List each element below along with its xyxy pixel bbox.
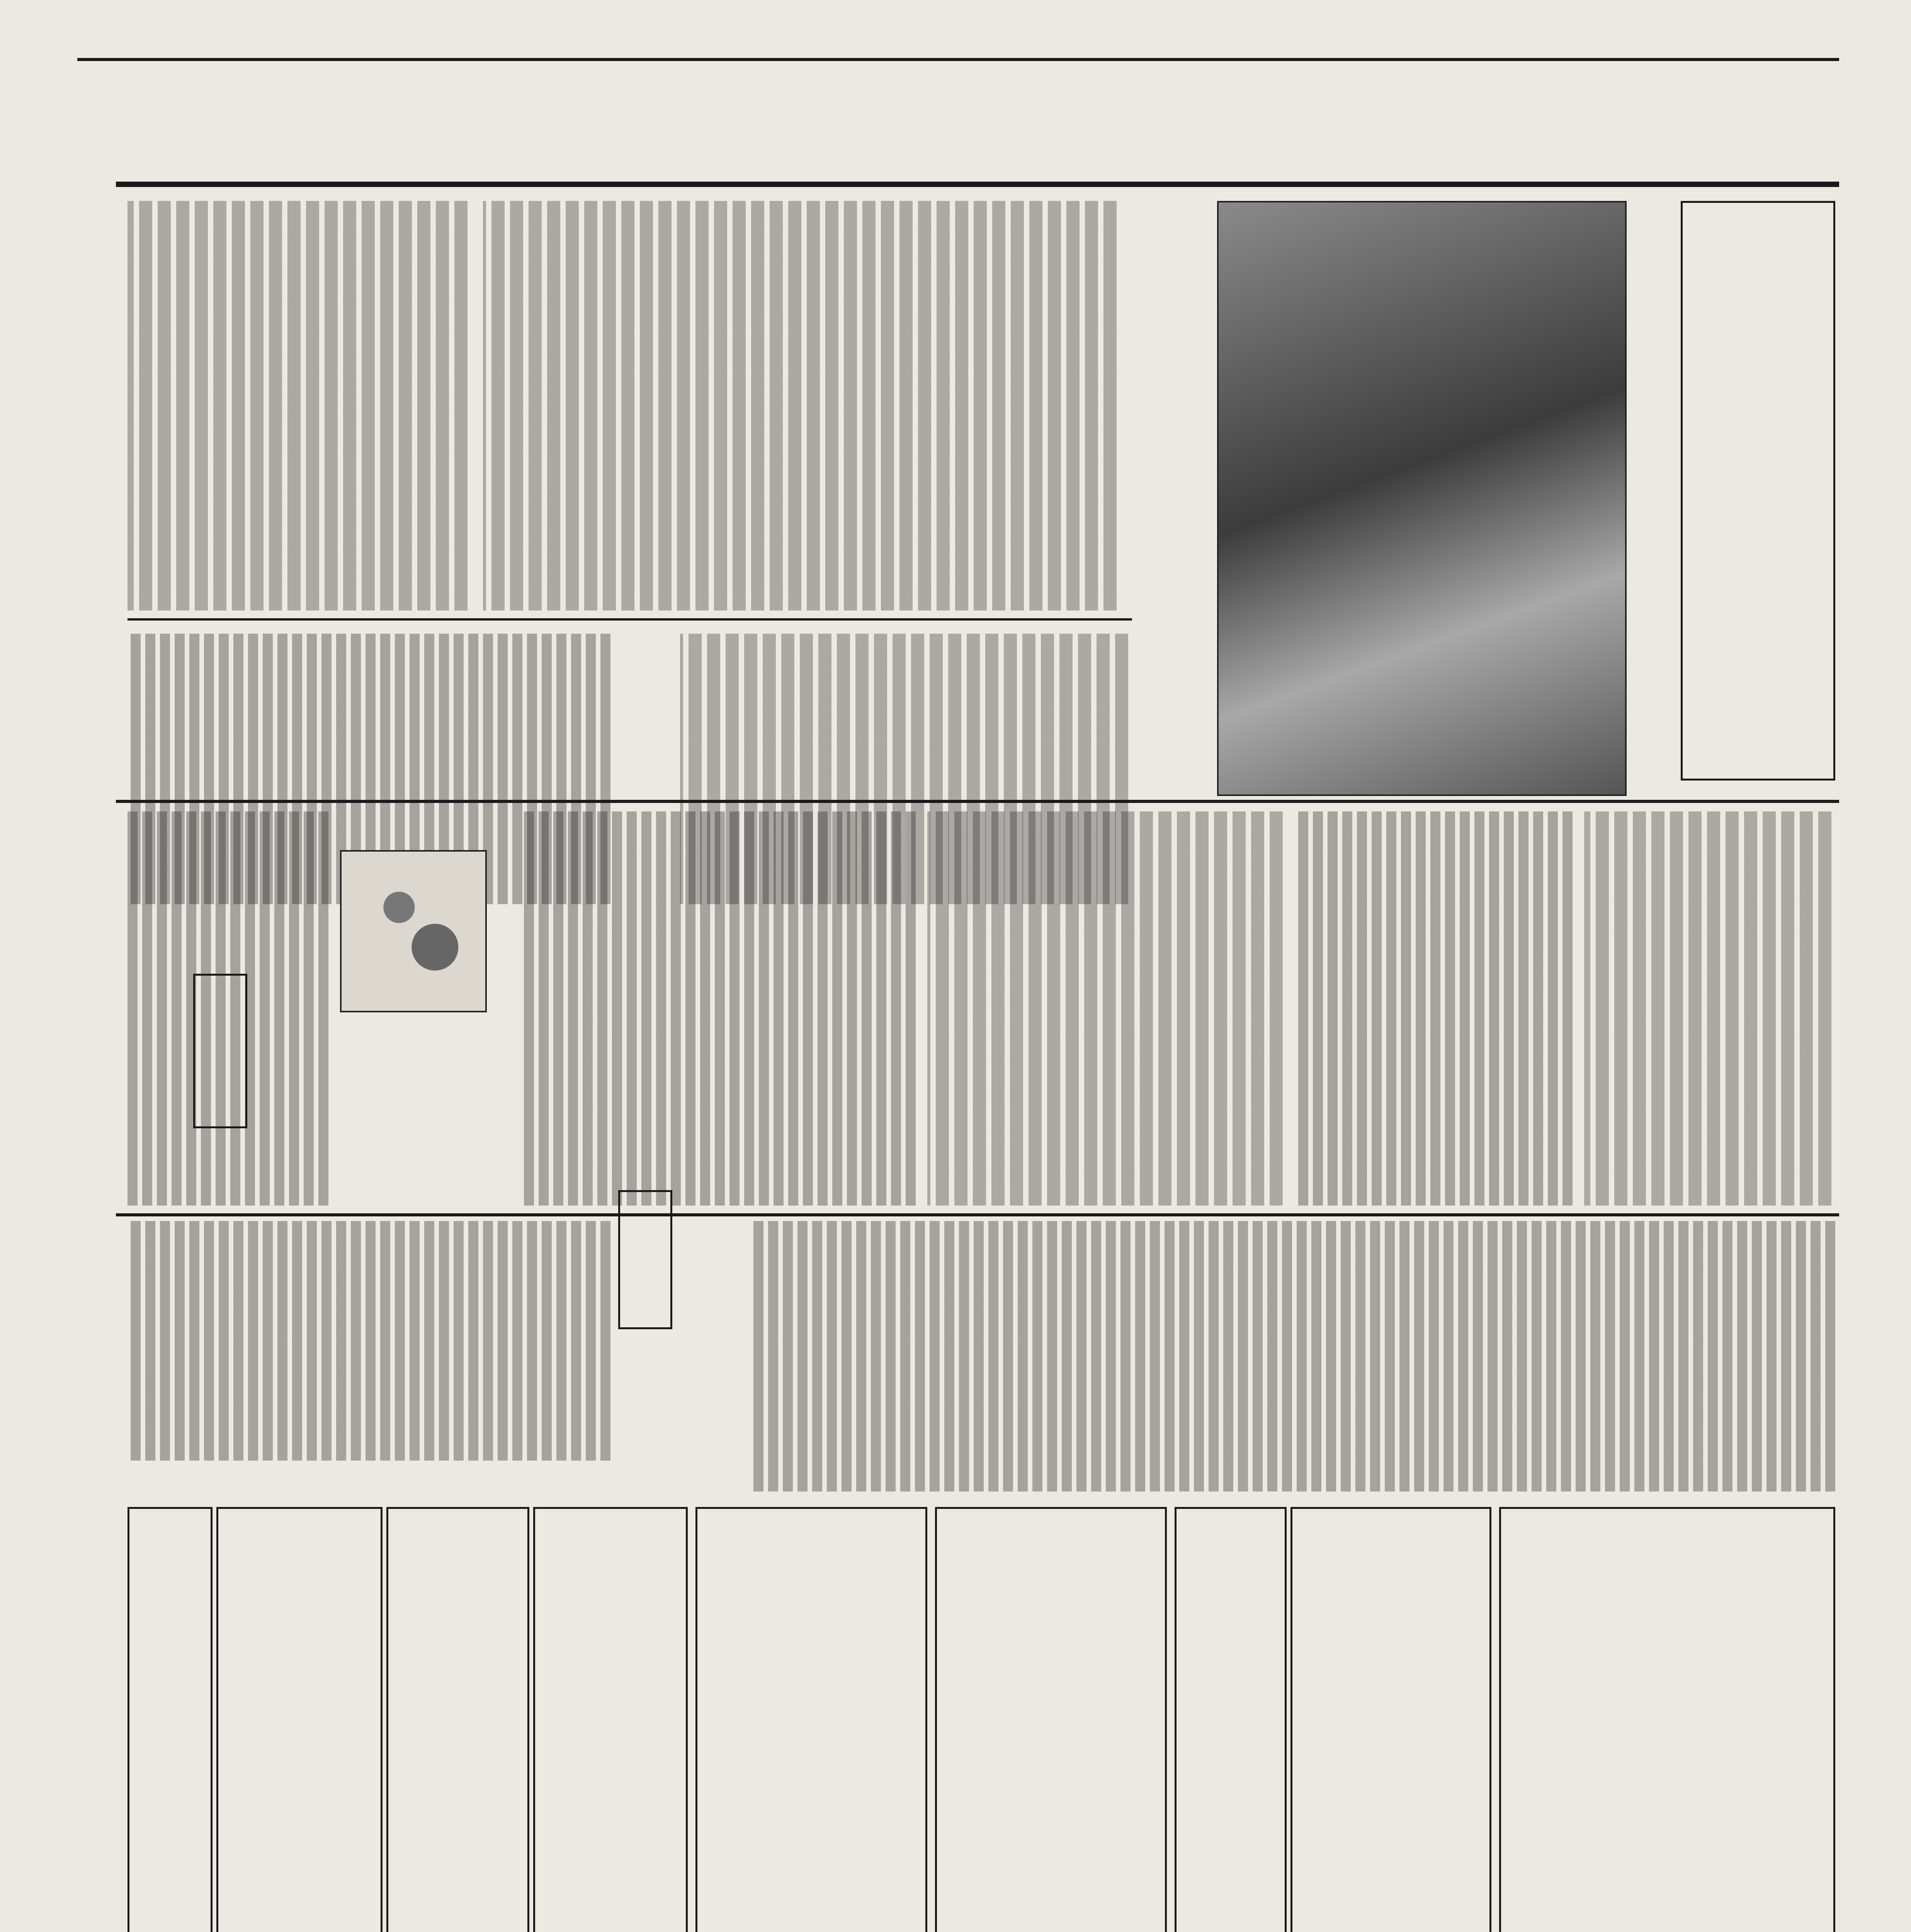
supplement-logo [1692,216,1824,757]
mid-rule-1 [128,618,1132,621]
ad-top-right [1499,1507,1835,1932]
ad-business [216,1507,383,1932]
header-bottom-rule [116,182,1839,187]
essay-block-2 [128,201,468,611]
header-top-rule [77,58,1839,61]
section-rule-lower [116,1213,1839,1216]
essay-block-1 [483,201,1117,611]
cartoon-illustration [340,850,487,1012]
mid-col-4 [522,811,916,1206]
ad-interior [1175,1507,1287,1932]
mid-col-3 [927,811,1283,1206]
ad-notice [1290,1507,1491,1932]
mid-col-2 [1294,811,1573,1206]
lower-band-1 [753,1221,1835,1492]
ad-wang [695,1507,927,1932]
section-rule-middle [116,800,1839,803]
monument-photo [1217,201,1627,796]
mid-col-1 [1584,811,1831,1206]
ad-peace [533,1507,688,1932]
kang-title [193,974,247,1128]
ad-subscription [128,1507,213,1932]
lower-band-2 [128,1221,610,1461]
ad-evening [935,1507,1167,1932]
ad-recruit [386,1507,529,1932]
chat-title [618,1190,672,1329]
